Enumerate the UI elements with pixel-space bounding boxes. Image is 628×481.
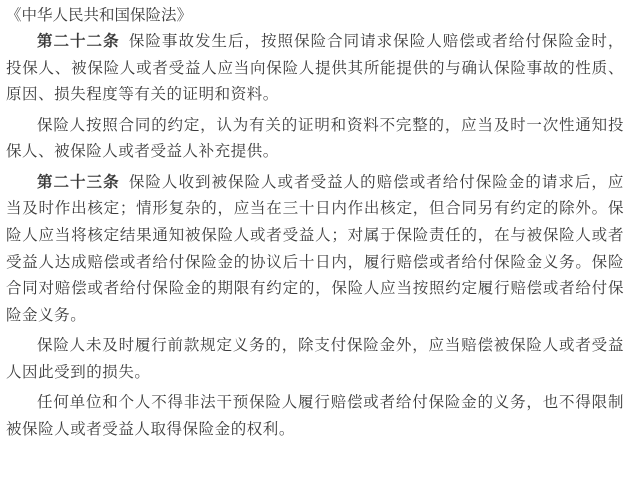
paragraph-text: 保险人按照合同的约定，认为有关的证明和资料不完整的，应当及时一次性通知投保人、被保险人或者受益人补充提供。: [6, 115, 624, 161]
paragraph-article-22: [6, 28, 624, 108]
document-body: [6, 3, 624, 446]
paragraph-text: 保险人收到被保险人或者受益人的赔偿或者给付保险金的请求后，应当及时作出核定；情形复杂的，应当在三十日内作出核定，但合同另有约定的除外。保险人应当将核定结果通知被保险人或者受益人；对属于保险责任的，在与被保险人或者受益人达成赔偿或者给付保险金的协议后十日内，履行赔偿或者给付保险金义务。保险合同对赔偿或者给付保险金的期限有约定的，保险人应当按照约定履行赔偿或者给付保险金义务。: [6, 172, 624, 325]
paragraph-text: 保险事故发生后，按照保险合同请求保险人赔偿或者给付保险金时，投保人、被保险人或者受益人应当向保险人提供其所能提供的与确认保险事故的性质、原因、损失程度等有关的证明和资料。: [6, 32, 624, 104]
article-number: 第二十二条: [37, 32, 120, 50]
paragraph-article-22-clause-2: [6, 112, 624, 165]
document-title: 《中华人民共和国保险法》: [6, 6, 193, 24]
paragraph-text: 任何单位和个人不得非法干预保险人履行赔偿或者给付保险金的义务，也不得限制被保险人或者受益人取得保险金的权利。: [6, 393, 624, 438]
paragraph-article-23-clause-3: [6, 389, 624, 442]
paragraph-text: 保险人未及时履行前款规定义务的，除支付保险金外，应当赔偿被保险人或者受益人因此受到的损失。: [6, 336, 624, 381]
article-number: 第二十三条: [37, 172, 120, 191]
paragraph-article-23: [6, 169, 624, 329]
paragraph-article-23-clause-2: [6, 332, 624, 385]
